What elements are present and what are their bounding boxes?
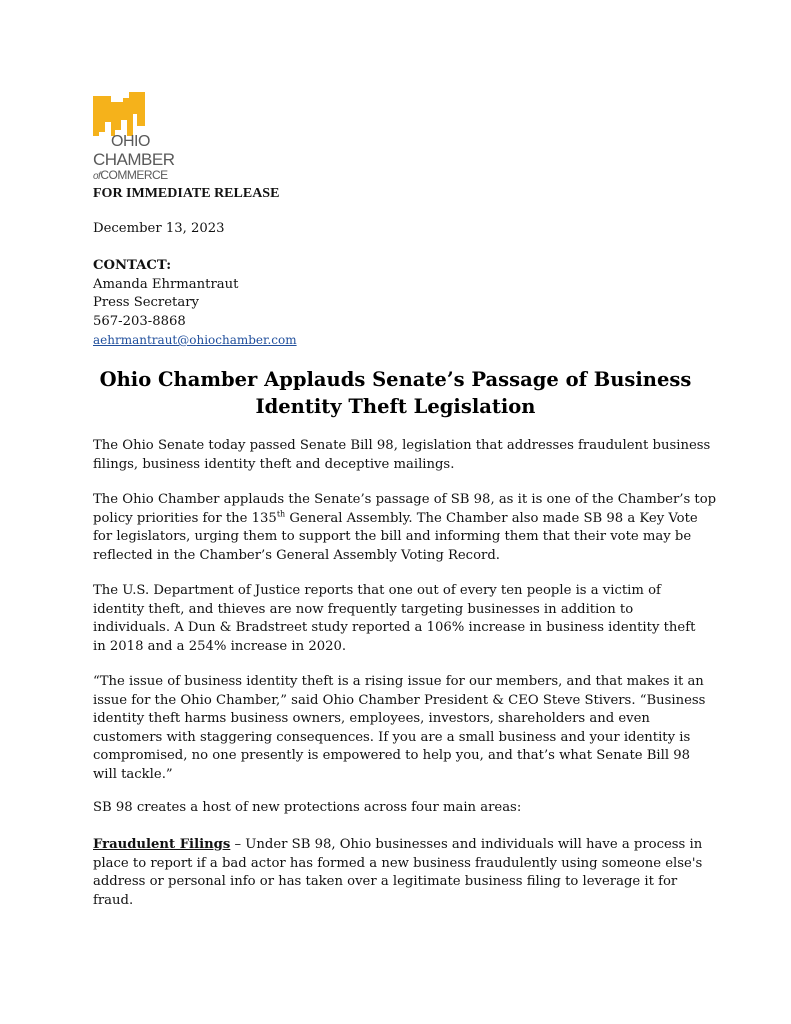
paragraph-line: filings, business identity theft and deceptive mailings. bbox=[93, 456, 455, 472]
headline-line-1: Ohio Chamber Applauds Senate’s Passage of Business bbox=[99, 368, 692, 391]
paragraph-line: The U.S. Department of Justice reports that one out of every ten people is a victim of bbox=[93, 583, 661, 598]
paragraph-line: customers with staggering consequences. If you are a small business and your identity is bbox=[93, 729, 691, 745]
contact-label: CONTACT: bbox=[93, 258, 172, 273]
paragraph-line: The Ohio Chamber applauds the Senate’s passage of SB 98, as it is one of the Chamber’s top bbox=[93, 492, 717, 507]
paragraph-line: compromised, no one presently is empowered to help you, and that’s what Senate Bill 98 bbox=[93, 748, 691, 763]
contact-phone: 567-203-8868 bbox=[93, 313, 186, 329]
headline-line-2: Identity Theft Legislation bbox=[255, 395, 536, 418]
contact-email-link[interactable]: aehrmantraut@ohiochamber.com bbox=[93, 333, 297, 347]
contact-title: Press Secretary bbox=[93, 295, 199, 310]
ordinal-superscript: th bbox=[276, 509, 286, 519]
contact-name: Amanda Ehrmantraut bbox=[93, 276, 239, 292]
headline bbox=[93, 366, 698, 420]
paragraph-line: in 2018 and a 254% increase in 2020. bbox=[93, 638, 347, 654]
paragraph-fraudulent-filings bbox=[93, 836, 703, 910]
paragraph-line: identity theft, and thieves are now frequently targeting businesses in addition to bbox=[93, 601, 634, 617]
paragraph-line: SB 98 creates a host of new protections across four main areas: bbox=[93, 800, 522, 815]
paragraph-line: identity theft harms business owners, employees, investors, shareholders and even bbox=[93, 711, 650, 726]
fraudulent-filings-heading: Fraudulent Filings bbox=[93, 837, 231, 852]
paragraph-line: reflected in the Chamber’s General Assembly Voting Record. bbox=[93, 547, 500, 563]
ohio-chamber-logo bbox=[93, 92, 183, 184]
release-label: FOR IMMEDIATE RELEASE bbox=[93, 186, 280, 201]
paragraph-line: for legislators, urging them to support the bill and informing them that their vote may be bbox=[93, 529, 692, 544]
logo-text-commerce bbox=[93, 169, 168, 182]
paragraph-line: fraud. bbox=[93, 892, 134, 908]
paragraph-stivers-quote bbox=[93, 673, 706, 784]
paragraph-line: The Ohio Senate today passed Senate Bill 98, legislation that addresses fraudulent business bbox=[93, 438, 711, 453]
logo-text-chamber: CHAMBER bbox=[93, 150, 175, 169]
skyline-logo-mark bbox=[93, 92, 153, 136]
paragraph-line: individuals. A Dun & Bradstreet study reported a 106% increase in business identity theft bbox=[93, 620, 696, 635]
contact-block bbox=[93, 257, 297, 351]
paragraph-line: issue for the Ohio Chamber,” said Ohio Chamber President & CEO Steve Stivers. “Business bbox=[93, 692, 706, 708]
paragraph-line: will tackle.” bbox=[93, 766, 173, 782]
paragraph-line bbox=[93, 836, 703, 855]
paragraph-chamber-applauds bbox=[93, 491, 717, 565]
logo-text-commerce-word: COMMERCE bbox=[100, 168, 168, 182]
logo-text-ohio: OHIO bbox=[111, 133, 150, 150]
paragraph-line: place to report if a bad actor has formed a new business fraudulently using someone else's bbox=[93, 855, 703, 871]
paragraph-line bbox=[93, 510, 703, 529]
paragraph-line: “The issue of business identity theft is a rising issue for our members, and that makes it an bbox=[93, 674, 704, 689]
paragraph-line-part: General Assembly. The Chamber also made SB 98 a Key Vote bbox=[285, 510, 698, 526]
release-date: December 13, 2023 bbox=[93, 221, 225, 236]
paragraph-line-part: – Under SB 98, Ohio businesses and individuals will have a process in bbox=[230, 837, 703, 852]
paragraph-four-areas bbox=[93, 799, 703, 818]
logo-text-of: of bbox=[93, 171, 101, 182]
paragraph-doj-statistics bbox=[93, 582, 703, 656]
paragraph-line-part: policy priorities for the 135 bbox=[93, 510, 277, 526]
paragraph-line: address or personal info or has taken over a legitimate business filing to leverage it for bbox=[93, 874, 678, 889]
paragraph-senate-passed bbox=[93, 437, 711, 474]
